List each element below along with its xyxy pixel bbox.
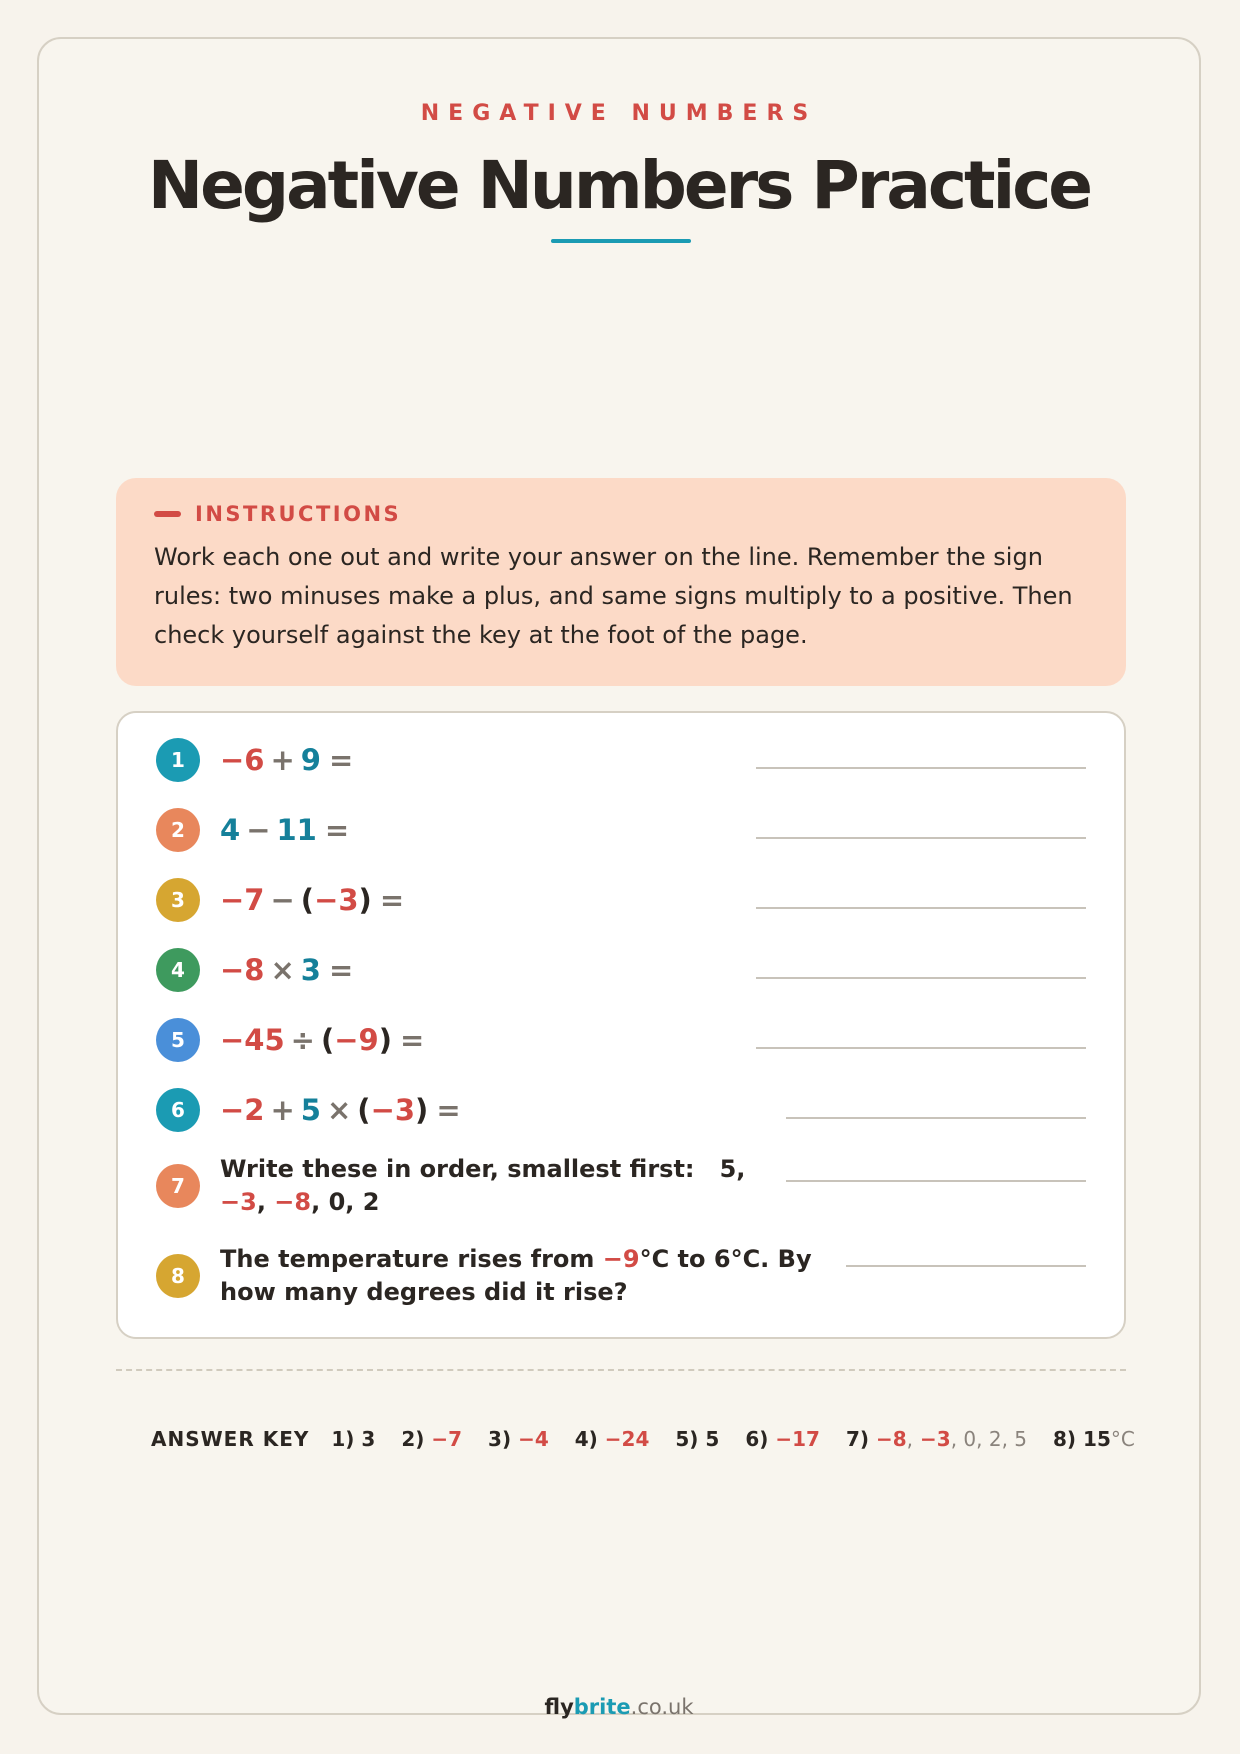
questions-card bbox=[116, 711, 1126, 1339]
term: −9 bbox=[334, 1023, 379, 1057]
answer-value: −8 bbox=[875, 1427, 907, 1451]
operator: × bbox=[270, 953, 295, 987]
answer-key-item bbox=[745, 1427, 820, 1451]
answer-value: −24 bbox=[604, 1427, 650, 1451]
equals-sign: = bbox=[399, 1023, 425, 1057]
answer-key bbox=[151, 1427, 1161, 1451]
answer-key-item bbox=[675, 1427, 719, 1451]
term: −7 bbox=[220, 883, 265, 917]
question-text bbox=[220, 1153, 750, 1219]
operator: − bbox=[270, 883, 295, 917]
question-number-badge: 1 bbox=[156, 738, 200, 782]
operator: × bbox=[326, 1093, 352, 1127]
brand-brite: brite bbox=[573, 1695, 631, 1719]
term: 11 bbox=[276, 813, 317, 847]
answer-number: 1) bbox=[331, 1427, 355, 1451]
answer-key-item bbox=[1053, 1427, 1135, 1451]
answer-value: −3 bbox=[920, 1427, 951, 1451]
eyebrow-label: NEGATIVE NUMBERS bbox=[420, 101, 818, 126]
question-number-badge: 5 bbox=[156, 1018, 200, 1062]
operator: + bbox=[270, 743, 295, 777]
question-1 bbox=[156, 738, 1086, 782]
instructions-box bbox=[116, 478, 1126, 686]
question-4 bbox=[156, 948, 1086, 992]
question-lead: The temperature rises from bbox=[220, 1245, 595, 1273]
open-paren: ( bbox=[300, 883, 315, 917]
question-6 bbox=[156, 1088, 1086, 1132]
open-paren: ( bbox=[357, 1093, 371, 1127]
term: −3 bbox=[314, 883, 359, 917]
answer-key-item bbox=[575, 1427, 650, 1451]
term: −6 bbox=[220, 743, 265, 777]
operator: + bbox=[270, 1093, 295, 1127]
close-paren: ) bbox=[378, 1023, 392, 1057]
order-separator: , bbox=[256, 1188, 266, 1216]
instructions-heading-label: INSTRUCTIONS bbox=[195, 502, 402, 526]
dashed-divider bbox=[116, 1369, 1126, 1371]
answer-value: 5 bbox=[705, 1427, 720, 1451]
equals-sign: = bbox=[328, 953, 354, 987]
question-lead: Write these in order, smallest first: bbox=[220, 1155, 695, 1183]
question-5 bbox=[156, 1018, 1086, 1062]
equals-sign: = bbox=[436, 1093, 461, 1127]
order-value: 5, bbox=[719, 1155, 746, 1183]
term: −45 bbox=[220, 1023, 285, 1057]
answer-number: 4) bbox=[574, 1427, 598, 1451]
answer-line[interactable] bbox=[786, 1180, 1086, 1182]
answer-number: 5) bbox=[675, 1427, 699, 1451]
question-expression bbox=[220, 953, 353, 987]
order-value: −8 bbox=[274, 1188, 312, 1216]
question-number-badge: 8 bbox=[156, 1254, 200, 1298]
question-expression bbox=[220, 743, 353, 777]
answer-line[interactable] bbox=[756, 907, 1086, 909]
question-text bbox=[220, 1243, 820, 1309]
question-expression bbox=[220, 1023, 424, 1057]
answer-number: 6) bbox=[745, 1427, 769, 1451]
answer-value: 15 bbox=[1083, 1427, 1111, 1451]
answer-value: 3 bbox=[361, 1427, 376, 1451]
term: −3 bbox=[370, 1093, 416, 1127]
answer-number: 8) bbox=[1053, 1427, 1077, 1451]
temperature-value: −9 bbox=[602, 1245, 640, 1273]
question-expression bbox=[220, 1093, 461, 1127]
term: −8 bbox=[220, 953, 265, 987]
equals-sign: = bbox=[379, 883, 405, 917]
question-number-badge: 4 bbox=[156, 948, 200, 992]
page-title: Negative Numbers Practice bbox=[147, 147, 1091, 224]
equals-sign: = bbox=[328, 743, 354, 777]
question-number-badge: 2 bbox=[156, 808, 200, 852]
title-underline bbox=[551, 239, 691, 243]
answer-key-label: ANSWER KEY bbox=[151, 1427, 310, 1451]
question-number-badge: 3 bbox=[156, 878, 200, 922]
answer-number: 7) bbox=[845, 1427, 870, 1451]
question-rest: °C to 6°C. By how many degrees did it rise? bbox=[220, 1245, 812, 1306]
order-value: −3 bbox=[220, 1188, 257, 1216]
equals-sign: = bbox=[324, 813, 350, 847]
question-3 bbox=[156, 878, 1086, 922]
answer-line[interactable] bbox=[756, 977, 1086, 979]
term: 3 bbox=[300, 953, 321, 987]
answer-line[interactable] bbox=[846, 1265, 1086, 1267]
instructions-text: Work each one out and write your answer on the line. Remember the sign rules: two minuses make a plus, and same signs multiply to a positive. Then check yourself against the key at the foot of the page. bbox=[154, 543, 1073, 649]
answer-value: −7 bbox=[431, 1427, 463, 1451]
term: 5 bbox=[300, 1093, 321, 1127]
question-2 bbox=[156, 808, 1086, 852]
close-paren: ) bbox=[358, 883, 372, 917]
operator: − bbox=[246, 813, 271, 847]
answer-unit: °C bbox=[1110, 1427, 1135, 1451]
answer-line[interactable] bbox=[756, 1047, 1086, 1049]
dash-icon bbox=[154, 511, 181, 517]
answer-key-item bbox=[331, 1427, 375, 1451]
question-8 bbox=[156, 1243, 1086, 1309]
question-number-badge: 7 bbox=[156, 1164, 200, 1208]
answer-key-item bbox=[846, 1427, 1027, 1451]
answer-line[interactable] bbox=[756, 767, 1086, 769]
term: −2 bbox=[220, 1093, 265, 1127]
instructions-heading bbox=[154, 502, 1088, 526]
question-expression bbox=[220, 813, 349, 847]
answer-separator: , bbox=[906, 1427, 914, 1451]
answer-rest: , 0, 2, 5 bbox=[950, 1427, 1028, 1451]
answer-value: −4 bbox=[518, 1427, 549, 1451]
question-7 bbox=[156, 1153, 1086, 1219]
worksheet-page bbox=[37, 37, 1201, 1719]
answer-number: 2) bbox=[401, 1427, 425, 1451]
question-expression bbox=[220, 883, 404, 917]
answer-key-item bbox=[488, 1427, 549, 1451]
term: 4 bbox=[220, 813, 241, 847]
question-number-badge: 6 bbox=[156, 1088, 200, 1132]
footer-brand bbox=[39, 1695, 1199, 1719]
answer-value: −17 bbox=[775, 1427, 820, 1451]
answer-line[interactable] bbox=[786, 1117, 1086, 1119]
open-paren: ( bbox=[320, 1023, 335, 1057]
operator: ÷ bbox=[290, 1023, 315, 1057]
answer-key-item bbox=[401, 1427, 462, 1451]
term: 9 bbox=[300, 743, 321, 777]
close-paren: ) bbox=[415, 1093, 429, 1127]
answer-number: 3) bbox=[488, 1427, 512, 1451]
brand-domain: .co.uk bbox=[630, 1695, 694, 1719]
order-rest: , 0, 2 bbox=[311, 1188, 380, 1216]
brand-fly: fly bbox=[544, 1695, 574, 1719]
answer-line[interactable] bbox=[756, 837, 1086, 839]
